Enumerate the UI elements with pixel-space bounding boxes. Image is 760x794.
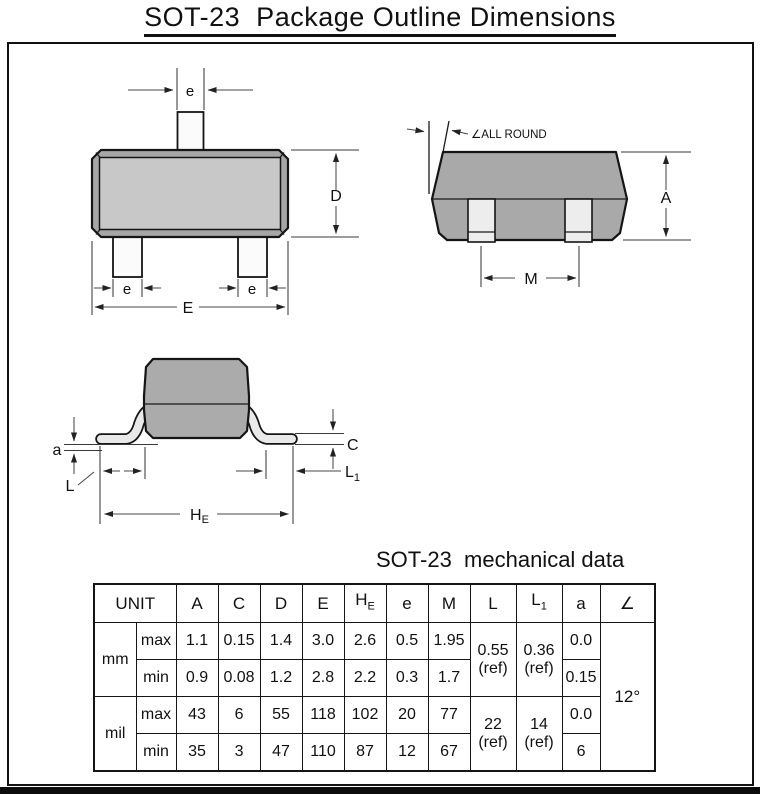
dim-label-e-right: e	[247, 281, 257, 298]
cell-mil-min-A: 35	[176, 734, 218, 772]
dim-L	[66, 446, 145, 524]
dim-label-E: E	[182, 300, 194, 317]
table-title: SOT-23 mechanical data	[376, 547, 625, 572]
cell-mil-min-C: 3	[218, 734, 260, 772]
cell-mil-max-HE: 102	[344, 697, 386, 734]
cell-mil-max-M: 77	[428, 697, 470, 734]
cell-mm-max-e: 0.5	[386, 623, 428, 660]
dim-label-a: a	[52, 442, 62, 459]
dim-label-HE: HE	[190, 507, 209, 526]
row-mm-max	[94, 623, 655, 660]
dim-C	[295, 409, 359, 469]
cell-mil-min-D: 47	[260, 734, 302, 772]
iso-view	[407, 121, 691, 288]
limit-label: max	[136, 623, 176, 660]
side-view	[53, 359, 360, 526]
dim-label-L1: $L_1$	[345, 464, 361, 484]
cell-mm-min-e: 0.3	[386, 660, 428, 697]
dim-label-e-top: e	[185, 83, 195, 100]
page-title: SOT-23 Package Outline Dimensions	[0, 2, 760, 37]
col-header-L: L	[470, 584, 516, 623]
cell-mm-max-C: 0.15	[218, 623, 260, 660]
table-header-row	[94, 584, 655, 623]
front-pin-bottom-right	[238, 235, 267, 277]
row-mil-max	[94, 697, 655, 734]
cell-mil-min-M: 67	[428, 734, 470, 772]
col-header-e: e	[386, 584, 428, 623]
cell-mm-L: 0.55 (ref)	[470, 623, 516, 697]
col-header-D: D	[260, 584, 302, 623]
col-header-unit: UNIT	[94, 584, 176, 623]
dim-D	[291, 150, 359, 237]
front-view	[92, 68, 359, 317]
dim-HE	[105, 507, 289, 526]
col-header-HE: $H_E$	[344, 584, 386, 623]
limit-label: max	[136, 697, 176, 734]
iso-body	[432, 152, 627, 240]
dim-e-top	[128, 68, 253, 110]
col-header-C: C	[218, 584, 260, 623]
cell-mm-max-HE: 2.6	[344, 623, 386, 660]
row-mil-min	[94, 734, 655, 772]
cell-mm-max-M: 1.95	[428, 623, 470, 660]
cell-mm-min-A: 0.9	[176, 660, 218, 697]
row-mm-min	[94, 660, 655, 697]
front-body-inner	[100, 158, 281, 230]
cell-mil-max-A: 43	[176, 697, 218, 734]
cell-mm-max-E: 3.0	[302, 623, 344, 660]
cell-mm-min-M: 1.7	[428, 660, 470, 697]
limit-label: min	[136, 734, 176, 772]
col-header-a: a	[562, 584, 600, 623]
cell-mil-max-D: 55	[260, 697, 302, 734]
cell-mil-max-e: 20	[386, 697, 428, 734]
col-header-angle: ∠	[600, 584, 655, 623]
col-header-L1: $L_1$	[516, 584, 562, 623]
dim-label-e-left: e	[122, 281, 132, 298]
side-body	[144, 359, 249, 438]
unit-mil: mil	[94, 697, 136, 772]
col-header-A: A	[176, 584, 218, 623]
dim-A	[621, 152, 691, 240]
cell-mm-min-E: 2.8	[302, 660, 344, 697]
cell-mil-min-E: 110	[302, 734, 344, 772]
dim-label-L: L	[65, 478, 75, 495]
cell-mil-max-a: 0.0	[562, 697, 600, 734]
limit-label: min	[136, 660, 176, 697]
cell-mil-L: 22 (ref)	[470, 697, 516, 772]
cell-mil-max-C: 6	[218, 697, 260, 734]
cell-mm-max-A: 1.1	[176, 623, 218, 660]
dim-label-A: A	[660, 190, 672, 207]
iso-pad-left	[468, 199, 495, 242]
front-pin-bottom-left	[113, 235, 142, 277]
cell-mm-min-HE: 2.2	[344, 660, 386, 697]
cell-mm-max-a: 0.0	[562, 623, 600, 660]
dim-label-C: C	[347, 437, 359, 454]
col-header-M: M	[428, 584, 470, 623]
page-bottom-rule	[0, 787, 760, 794]
dim-M	[481, 246, 579, 288]
dim-L1	[236, 446, 360, 524]
cell-mm-min-D: 1.2	[260, 660, 302, 697]
cell-mm-L1: 0.36 (ref)	[516, 623, 562, 697]
unit-mm: mm	[94, 623, 136, 697]
mechanical-data-table	[93, 583, 656, 772]
cell-mil-L1: 14 (ref)	[516, 697, 562, 772]
dim-e-left	[94, 279, 161, 298]
cell-mil-max-E: 118	[302, 697, 344, 734]
iso-pad-right	[565, 199, 592, 242]
dim-e-right	[219, 279, 286, 298]
dim-label-M: M	[524, 271, 538, 288]
cell-mm-min-C: 0.08	[218, 660, 260, 697]
dim-label-D: D	[330, 188, 342, 205]
cell-mm-max-D: 1.4	[260, 623, 302, 660]
cell-mil-min-a: 6	[562, 734, 600, 772]
front-pin-top	[178, 112, 204, 152]
cell-mil-min-e: 12	[386, 734, 428, 772]
col-header-E: E	[302, 584, 344, 623]
cell-mm-min-a: 0.15	[562, 660, 600, 697]
cell-angle: 12°	[600, 623, 655, 772]
cell-mil-min-HE: 87	[344, 734, 386, 772]
all-round-label: ∠ALL ROUND	[471, 129, 547, 141]
